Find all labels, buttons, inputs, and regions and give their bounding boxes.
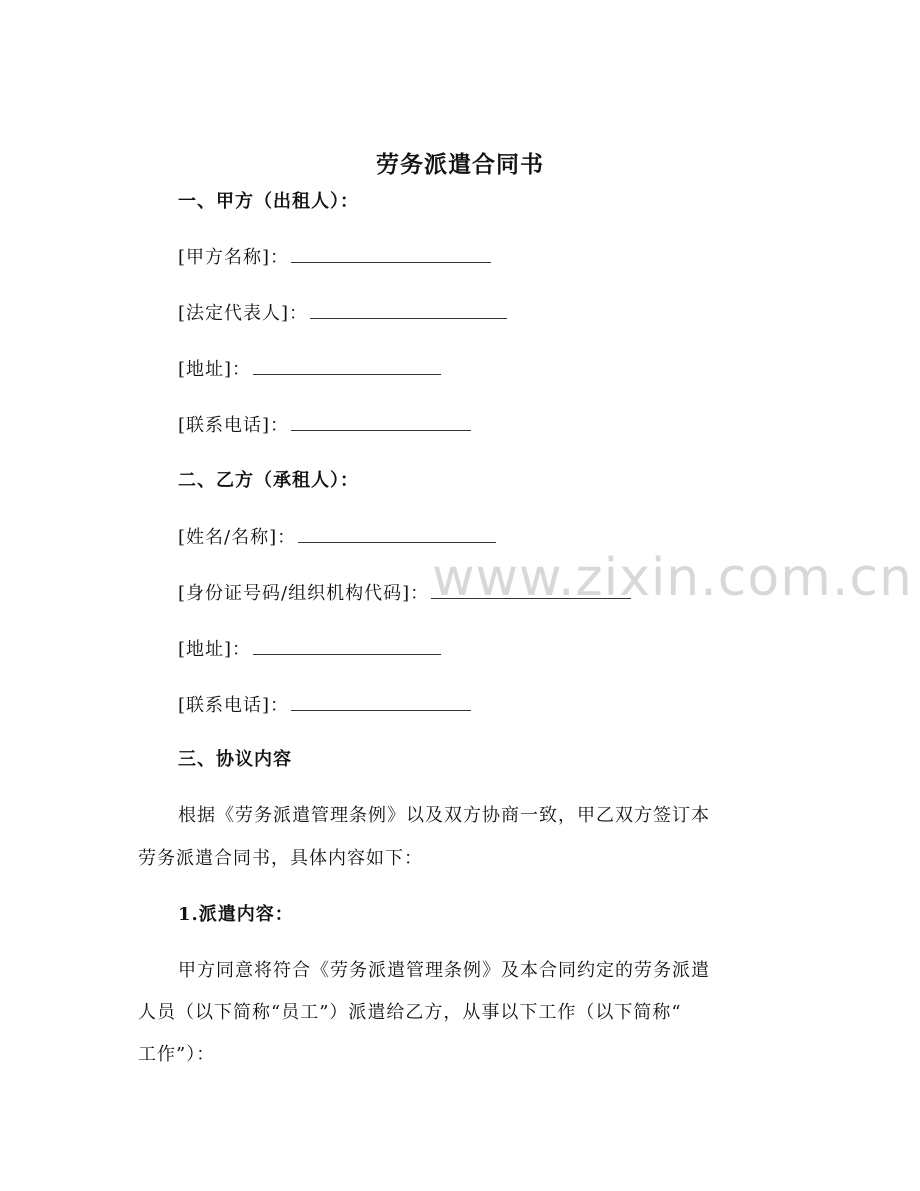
party-b-name-row [178,524,496,551]
sub1-line2: 人员（以下简称“员工”）派遣给乙方，从事以下工作（以下简称“ [138,1002,682,1023]
party-b-phone-label: [联系电话]： [178,695,290,716]
sub1-heading: 1.派遣内容： [178,904,294,925]
section3-intro-line2: 劳务派遣合同书，具体内容如下： [138,848,423,869]
party-b-name-label: [姓名/名称]： [178,527,297,548]
party-a-name-label: [甲方名称]： [178,247,290,268]
party-b-phone-row [178,692,471,719]
party-a-rep-row [178,300,507,327]
party-a-address-row [178,356,441,383]
party-b-address-label: [地址]： [178,639,252,660]
party-b-phone-blank [291,692,471,711]
party-a-phone-label: [联系电话]： [178,415,290,436]
party-a-name-blank [291,244,491,263]
party-b-id-blank [431,580,631,599]
party-b-heading: 二、乙方（承租人）： [178,470,359,491]
party-a-rep-blank [310,300,507,319]
party-a-phone-blank [291,412,471,431]
party-b-address-row [178,636,441,663]
sub1-line3: 工作”）： [138,1044,216,1065]
party-b-id-row [178,580,631,607]
document-title: 劳务派遣合同书 [376,151,544,178]
party-b-name-blank [298,524,496,543]
section3-intro-line1: 根据《劳务派遣管理条例》以及双方协商一致，甲乙双方签订本 [178,805,710,826]
party-b-address-blank [253,636,441,655]
party-a-heading: 一、甲方（出租人）： [178,191,359,212]
party-b-id-label: [身份证号码/组织机构代码]： [178,583,430,604]
party-a-phone-row [178,412,471,439]
section3-heading: 三、协议内容 [178,749,292,770]
sub1-line1: 甲方同意将符合《劳务派遣管理条例》及本合同约定的劳务派遣 [178,960,710,981]
party-a-address-label: [地址]： [178,359,252,380]
party-a-rep-label: [法定代表人]： [178,303,309,324]
party-a-address-blank [253,356,441,375]
party-a-name-row [178,244,491,271]
watermark: www.zixin.com.cn [432,548,913,608]
